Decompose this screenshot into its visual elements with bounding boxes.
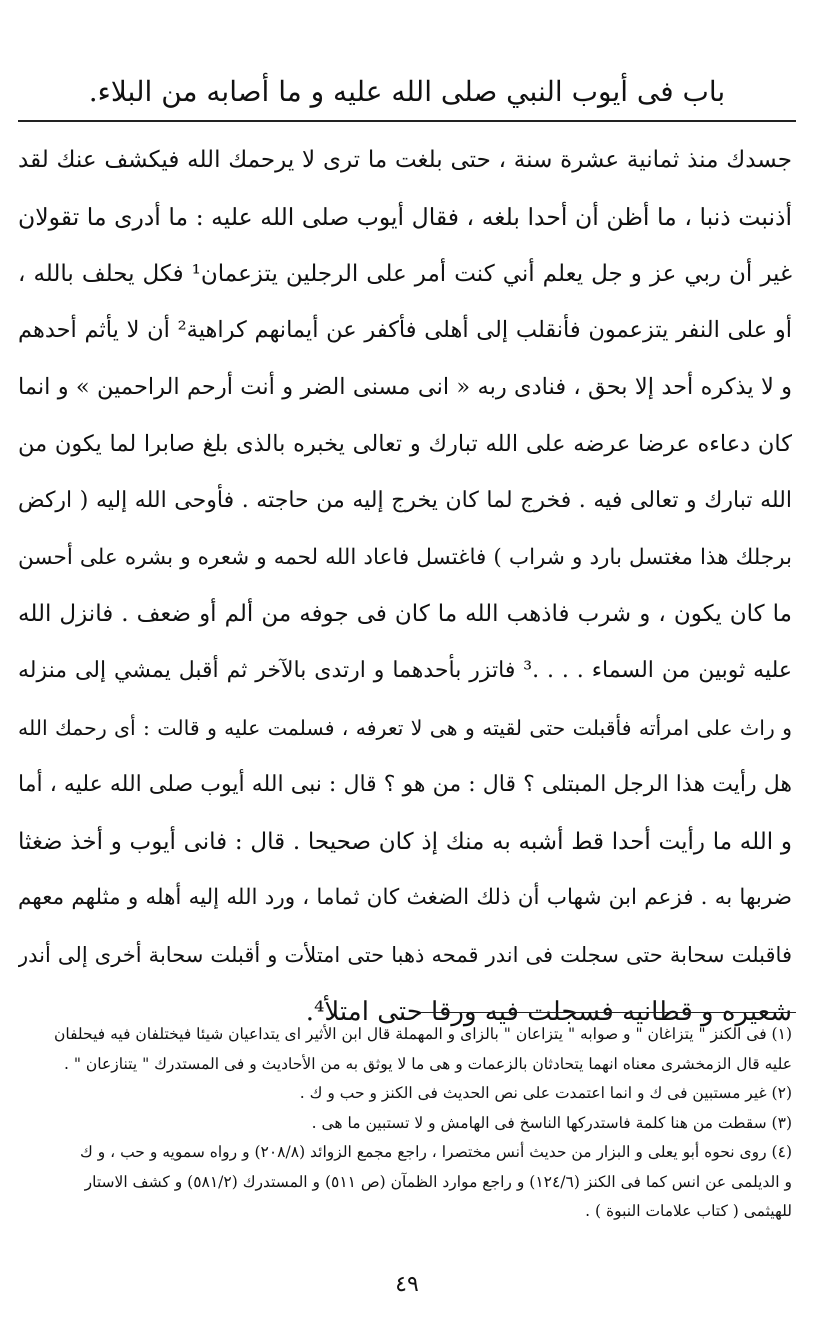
footnote-rule <box>420 1012 796 1013</box>
text-line: الله تبارك و تعالى فيه . فخرج لما كان يخرج إليه من حاجته . فأوحى الله إليه ( اركض <box>18 487 792 513</box>
footnote-line: (١) فى الكنز " يتزاغان " و صوابه " يتزاعان " بالزاى و المهملة قال ابن الأثير اى يتداعيان شيئا فيختلفان فيه فيحلفان <box>53 1025 792 1043</box>
main-text <box>18 132 792 1041</box>
text-line: جسدك منذ ثمانية عشرة سنة ، حتى بلغت ما ترى لا يرحمك الله فيكشف عنك لقد <box>18 147 792 173</box>
page-number: ٤٩ <box>395 1272 419 1297</box>
text-line: أو على النفر يتزعمون فأنقلب إلى أهلى فأكفر عن أيمانهم كراهية² أن لا يأثم أحدهم <box>18 317 792 344</box>
text-line: و الله ما رأيت أحدا قط أشبه به منك إذ كان صحيحا . قال : فانى أيوب و أخذ ضغثا <box>18 828 792 855</box>
text-line: هل رأيت هذا الرجل المبتلى ؟ قال : من هو ؟ قال : نبى الله أيوب صلى الله عليه ، أما <box>18 771 792 797</box>
text-line: و راث على امرأته فأقبلت حتى لقيته و هى لا تعرفه ، فسلمت عليه و قالت : أى رحمك الله <box>18 715 792 740</box>
chapter-header: باب فى أيوب النبي صلى الله عليه و ما أصابه من البلاء. <box>88 75 726 108</box>
text-line: برجلك هذا مغتسل بارد و شراب ) فاغتسل فاعاد الله لحمه و شعره و بشره على أحسن <box>18 544 792 570</box>
text-line: غير أن ربي عز و جل يعلم أني كنت أمر على الرجلين يتزعمان¹ فكل يحلف بالله ، <box>18 260 792 287</box>
text-line: أذنبت ذنبا ، ما أظن أن أحدا بلغه ، فقال أيوب صلى الله عليه : ما أدرى ما تقولان <box>18 202 792 231</box>
footnote-line: (٢) غير مستبين فى ك و انما اعتمدت على نص الحديث فى الكنز و حب و ك . <box>299 1084 792 1102</box>
header-rule <box>18 120 796 122</box>
footnote-line: عليه قال الزمخشرى معناه انهما يتحادثان بالزعمات و هى ما لا يوثق به من الأحاديث و فى المستدرك " يتنازعان " . <box>64 1054 792 1073</box>
footnote-line: للهيثمى ( كتاب علامات النبوة ) . <box>585 1202 792 1220</box>
text-line: عليه ثوبين من السماء . . . .³ فاتزر بأحدهما و ارتدى بالآخر ثم أقبل يمشي إلى منزله <box>18 658 792 684</box>
text-line: شعيره و قطانيه فسجلت فيه ورقا حتى امتلأ⁴. <box>305 996 792 1027</box>
text-line: ضربها به . فزعم ابن شهاب أن ذلك الضغث كان ثماما ، ورد الله إليه أهله و مثلهم معهم <box>18 885 792 911</box>
footnote-line: (٣) سقطت من هنا كلمة فاستدركها الناسخ فى الهامش و لا تستبين ما هى . <box>311 1113 792 1132</box>
footnote-line: (٤) روى نحوه أبو يعلى و البزار من حديث أنس مختصرا ، راجع مجمع الزوائد (٢٠٨/٨) و رواه سمويه و حب ، و ك <box>80 1143 792 1161</box>
text-line: و لا يذكره أحد إلا بحق ، فنادى ربه « انى مسنى الضر و أنت أرحم الراحمين » و انما <box>18 374 792 401</box>
text-line: ما كان يكون ، و شرب فاذهب الله ما كان فى جوفه من ألم أو ضعف . فانزل الله <box>18 601 792 628</box>
footnotes <box>18 1020 792 1227</box>
text-line: فاقبلت سحابة حتى سجلت فى اندر قمحه ذهبا حتى امتلأت و أقبلت سحابة أخرى إلى أندر <box>18 943 792 968</box>
footnote-line: و الديلمى عن انس كما فى الكنز (١٢٤/٦) و راجع موارد الظمآن (ص ٥١١) و المستدرك (٥٨١/٢) و كشف الاستار <box>84 1172 792 1191</box>
text-line: كان دعاءه عرضا عرضه على الله تبارك و تعالى يخبره بالذى بلغ صابرا لما يكون من <box>18 430 792 457</box>
